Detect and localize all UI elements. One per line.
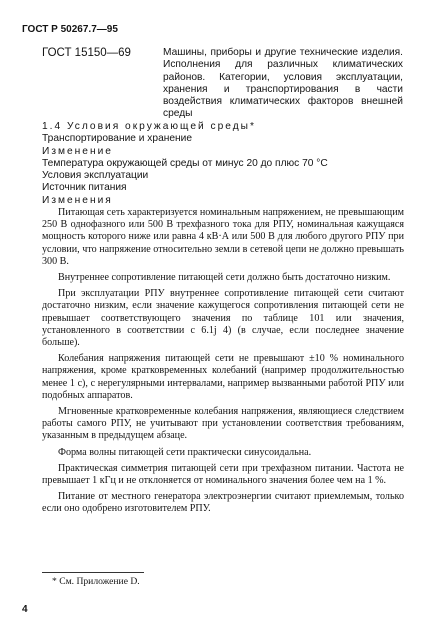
- section-line-power-source: Источник питания: [42, 182, 127, 194]
- paragraph-impedance: Внутреннее сопротивление питающей сети должно быть достаточно низким.: [58, 272, 391, 284]
- footnote-divider: [42, 572, 144, 573]
- paragraph-voltage-fluctuation: Колебания напряжения питающей сети не превышают ±10 % номинального напряжения, кроме кратковременных колебаний (например продолжительностью менее 1 с), с нерегулярными интервалами, например вызванными работой РПУ или подобных аппаратов.: [42, 353, 404, 401]
- paragraph-transient-fluctuation: Мгновенные кратковременные колебания напряжения, являющиеся следствием работы самого РПУ, не учитывают при установлении соответствия требованиям, указанным в предыдущем абзаце.: [42, 406, 404, 442]
- paragraph-local-generator: Питание от местного генератора электроэнергии считают приемлемым, только если оно одобрено изготовителем РПУ.: [42, 491, 404, 515]
- paragraph-mains: Питающая сеть характеризуется номинальным напряжением, не превышающим 250 В однофазного или 500 В трехфазного тока для РПУ, номинальная кажущаяся мощность которого ниже или равна 4 кВ·А или 500 В для любого другого РПУ при условии, что напряжение относительно земли в сетевой цепи не должно превышать 300 В.: [42, 207, 404, 267]
- section-line-temperature: Температура окружающей среды от минус 20 до плюс 70 °С: [42, 157, 328, 169]
- standard-header: ГОСТ Р 50267.7—95: [22, 24, 118, 35]
- reference-standard-code: ГОСТ 15150—69: [42, 47, 131, 59]
- section-line-changes: Изменения: [42, 194, 113, 206]
- section-line-change: Изменение: [42, 145, 113, 157]
- section-line-operation: Условия эксплуатации: [42, 170, 149, 182]
- section-line-transport: Транспортирование и хранение: [42, 133, 193, 145]
- paragraph-impedance-operation: При эксплуатации РПУ внутреннее сопротивление питающей сети считают достаточно низким, если значение кажущегося сопротивления питающей сети не превышает соответствующего значения по таблице 101 или значения, установленного в соответствии с 6.1j 4) (в случае, если последнее значение больше).: [42, 288, 404, 349]
- footnote: * См. Приложение D.: [52, 576, 140, 587]
- reference-standard-title: Машины, приборы и другие технические изделия. Исполнения для различных климатических районов. Категории, условия эксплуатации, хранения и транспортирования в части воздействия климатических факторов внешней среды: [163, 47, 403, 120]
- body-text: [42, 207, 404, 520]
- page-number: 4: [22, 604, 28, 615]
- section-heading: 1.4 Условия окружающей среды*: [42, 121, 256, 132]
- environment-conditions-section: [42, 121, 412, 207]
- paragraph-symmetry-frequency: Практическая симметрия питающей сети при трехфазном питании. Частота не превышает 1 кГц и не отклоняется от номинального значения более чем на 1 %.: [42, 462, 404, 487]
- paragraph-waveform: Форма волны питающей сети практически синусоидальна.: [58, 446, 312, 458]
